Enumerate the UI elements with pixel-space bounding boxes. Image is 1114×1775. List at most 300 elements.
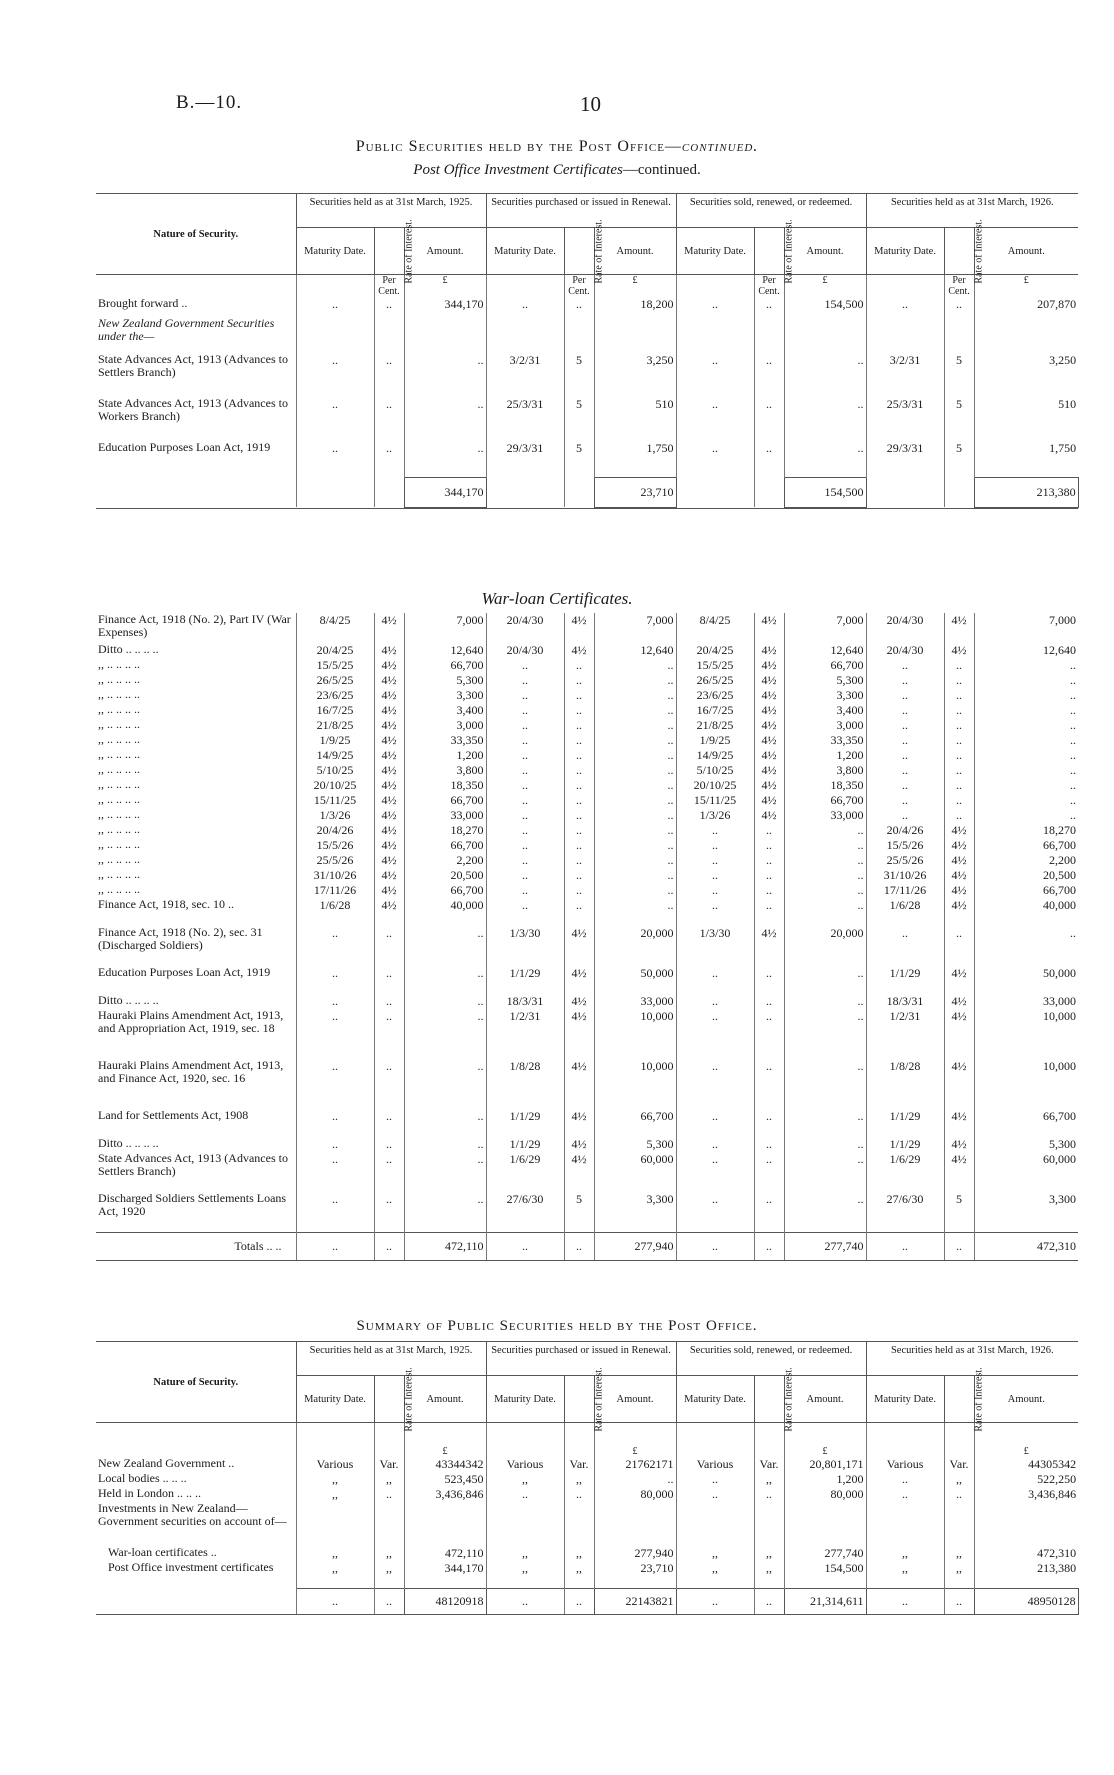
amount-value xyxy=(974,317,1078,353)
security-name: ,, .. .. .. .. xyxy=(98,672,140,686)
amount-value: .. xyxy=(974,688,1078,703)
maturity-date: 5/10/25 xyxy=(296,763,374,778)
interest-rate: .. xyxy=(754,838,784,853)
summary-total-placeholder: .. xyxy=(564,1589,594,1615)
amount-value xyxy=(974,1502,1078,1546)
interest-rate: .. xyxy=(944,793,974,808)
maturity-date: .. xyxy=(676,994,754,1009)
amount-value: 10,000 xyxy=(594,1009,676,1059)
amount-value: 66,700 xyxy=(974,838,1078,853)
interest-rate: .. xyxy=(374,966,404,994)
interest-rate: 4½ xyxy=(754,658,784,673)
amount-value: 522,250 xyxy=(974,1472,1078,1487)
maturity-date: .. xyxy=(676,868,754,883)
interest-rate: 4½ xyxy=(944,966,974,994)
pound-unit: £ xyxy=(974,275,1078,298)
interest-rate: 4½ xyxy=(564,1059,594,1109)
security-name: ,, .. .. .. .. xyxy=(98,687,140,701)
interest-rate: 4½ xyxy=(564,1152,594,1192)
maturity-date: 1/6/28 xyxy=(866,898,944,926)
maturity-date: 15/11/25 xyxy=(296,793,374,808)
title-main: Public Securities held by the Post Office— xyxy=(355,138,682,155)
interest-rate: ,, xyxy=(944,1546,974,1561)
maturity-date: 26/5/25 xyxy=(676,673,754,688)
amount-value: .. xyxy=(974,718,1078,733)
maturity-date: 1/1/29 xyxy=(486,966,564,994)
amount-value: 213,380 xyxy=(974,1561,1078,1589)
amount-value xyxy=(784,317,866,353)
summary-maturity-header: Maturity Date. xyxy=(486,1376,564,1423)
interest-rate: 5 xyxy=(944,397,974,441)
amount-value: .. xyxy=(594,1472,676,1487)
security-name: ,, .. .. .. .. xyxy=(98,822,140,836)
summary-rate-label: Rate of Interest. xyxy=(593,1366,605,1432)
amount-value: .. xyxy=(404,1059,486,1109)
interest-rate: Var. xyxy=(754,1457,784,1472)
table-row xyxy=(96,1009,1078,1059)
maturity-date: 20/4/26 xyxy=(866,823,944,838)
interest-rate: 4½ xyxy=(754,926,784,966)
summary-total-placeholder: .. xyxy=(754,1589,784,1615)
security-name: ,, .. .. .. .. xyxy=(98,852,140,866)
amount-value: 18,200 xyxy=(594,297,676,317)
amount-value: 66,700 xyxy=(404,838,486,853)
security-name: ,, .. .. .. .. xyxy=(98,732,140,746)
maturity-date: 26/5/25 xyxy=(296,673,374,688)
maturity-date: ,, xyxy=(486,1472,564,1487)
amount-value: .. xyxy=(974,658,1078,673)
per-cent-unit: Per Cent. xyxy=(564,275,594,298)
interest-rate xyxy=(374,317,404,353)
maturity-date: .. xyxy=(296,1152,374,1192)
pound-unit: £ xyxy=(404,275,486,298)
maturity-date: .. xyxy=(296,926,374,966)
amount-value: 5,300 xyxy=(784,673,866,688)
interest-rate: .. xyxy=(374,441,404,477)
amount-value: 80,000 xyxy=(594,1487,676,1502)
amount-value: 80,000 xyxy=(784,1487,866,1502)
maturity-date: 31/10/26 xyxy=(296,868,374,883)
maturity-date: 16/7/25 xyxy=(676,703,754,718)
maturity-date: .. xyxy=(866,793,944,808)
interest-rate: ,, xyxy=(374,1546,404,1561)
amount-value: .. xyxy=(404,1109,486,1137)
amount-value: 3,300 xyxy=(974,1192,1078,1232)
maturity-date xyxy=(486,317,564,353)
table-row xyxy=(96,994,1078,1009)
security-name: ,, .. .. .. .. xyxy=(98,657,140,671)
maturity-date: 15/5/26 xyxy=(296,838,374,853)
security-name: War-loan certificates .. xyxy=(108,1544,217,1559)
amount-value: 7,000 xyxy=(404,613,486,643)
maturity-date: .. xyxy=(486,763,564,778)
amount-value: 277,740 xyxy=(784,1546,866,1561)
table-row xyxy=(96,1192,1078,1232)
summary-group-header-2: Securities sold, renewed, or redeemed. xyxy=(676,1342,866,1376)
amount-value: 66,700 xyxy=(404,793,486,808)
amount-value: 3,000 xyxy=(404,718,486,733)
maturity-date: .. xyxy=(486,688,564,703)
poic-total-amount: 344,170 xyxy=(404,477,486,507)
amount-value: .. xyxy=(404,926,486,966)
interest-rate: 4½ xyxy=(374,673,404,688)
interest-rate: .. xyxy=(564,868,594,883)
interest-rate: Var. xyxy=(944,1457,974,1472)
maturity-date xyxy=(676,1502,754,1546)
maturity-date: 1/3/30 xyxy=(486,926,564,966)
total-placeholder: .. xyxy=(374,1232,404,1260)
interest-rate: .. xyxy=(754,994,784,1009)
amount-value: 44305342 xyxy=(974,1457,1078,1472)
table-row xyxy=(96,838,1078,853)
maturity-date: 8/4/25 xyxy=(296,613,374,643)
amount-value: .. xyxy=(594,793,676,808)
interest-rate: .. xyxy=(564,688,594,703)
interest-rate: ,, xyxy=(944,1561,974,1589)
amount-value: .. xyxy=(784,1137,866,1152)
maturity-date: .. xyxy=(676,1472,754,1487)
maturity-date: .. xyxy=(866,926,944,966)
table-row xyxy=(96,966,1078,994)
interest-rate xyxy=(754,1502,784,1546)
summary-rate-header xyxy=(754,1366,795,1432)
security-name: ,, .. .. .. .. xyxy=(98,702,140,716)
amount-value: 33,000 xyxy=(404,808,486,823)
interest-rate: 4½ xyxy=(564,1137,594,1152)
maturity-date: 27/6/30 xyxy=(866,1192,944,1232)
page-subtitle xyxy=(0,162,1114,179)
per-cent-unit: Per Cent. xyxy=(944,275,974,298)
maturity-date: 25/5/26 xyxy=(866,853,944,868)
total-placeholder: .. xyxy=(676,1232,754,1260)
summary-rate-header xyxy=(374,1366,415,1432)
maturity-date: 25/3/31 xyxy=(486,397,564,441)
maturity-date: Various xyxy=(866,1457,944,1472)
maturity-date: 3/2/31 xyxy=(866,353,944,397)
amount-value: 10,000 xyxy=(974,1009,1078,1059)
interest-rate: 4½ xyxy=(754,673,784,688)
maturity-date: .. xyxy=(486,718,564,733)
summary-maturity-header: Maturity Date. xyxy=(676,1376,754,1423)
interest-rate: 4½ xyxy=(944,898,974,926)
amount-value: .. xyxy=(784,838,866,853)
page-number: 10 xyxy=(580,92,601,116)
interest-rate: 4½ xyxy=(374,643,404,658)
maturity-date: .. xyxy=(486,778,564,793)
security-name: Education Purposes Loan Act, 1919 xyxy=(98,965,271,979)
amount-value: .. xyxy=(594,808,676,823)
security-name: Finance Act, 1918, sec. 10 .. xyxy=(98,897,234,911)
interest-rate: .. xyxy=(944,673,974,688)
maturity-date: 17/11/26 xyxy=(296,883,374,898)
security-name: New Zealand Government .. xyxy=(98,1455,235,1470)
interest-rate: 4½ xyxy=(374,883,404,898)
maturity-date: 14/9/25 xyxy=(676,748,754,763)
maturity-date: 1/8/28 xyxy=(486,1059,564,1109)
maturity-date: 20/4/30 xyxy=(866,643,944,658)
amount-value: 3,400 xyxy=(404,703,486,718)
interest-rate: ,, xyxy=(754,1472,784,1487)
maturity-date: Various xyxy=(676,1457,754,1472)
amount-value: .. xyxy=(404,966,486,994)
maturity-date: .. xyxy=(866,763,944,778)
amount-value xyxy=(594,317,676,353)
table-row xyxy=(96,1546,1078,1561)
amount-value: 7,000 xyxy=(594,613,676,643)
poic-group-header-1: Securities purchased or issued in Renewal. xyxy=(486,194,676,228)
table-row xyxy=(96,658,1078,673)
maturity-date: 25/5/26 xyxy=(296,853,374,868)
amount-value: 1,200 xyxy=(784,748,866,763)
maturity-date: 18/3/31 xyxy=(866,994,944,1009)
maturity-date: .. xyxy=(486,868,564,883)
war-totals-row xyxy=(96,1232,1078,1260)
amount-value: .. xyxy=(784,441,866,477)
interest-rate: ,, xyxy=(374,1472,404,1487)
maturity-date: .. xyxy=(486,793,564,808)
interest-rate: .. xyxy=(564,853,594,868)
security-name: Discharged Soldiers Settlements Loans Act, 1920 xyxy=(98,1191,287,1218)
amount-value xyxy=(404,1502,486,1546)
poic-nature-header: Nature of Security. xyxy=(96,194,296,275)
amount-value: 43344342 xyxy=(404,1457,486,1472)
amount-value: .. xyxy=(784,1059,866,1109)
interest-rate: .. xyxy=(374,1137,404,1152)
amount-value: 3,250 xyxy=(594,353,676,397)
security-name: Post Office investment certificates xyxy=(108,1559,274,1574)
pound-unit: £ xyxy=(784,1423,866,1457)
maturity-date: 1/8/28 xyxy=(866,1059,944,1109)
amount-value: 23,710 xyxy=(594,1561,676,1589)
amount-value: 510 xyxy=(594,397,676,441)
amount-value: 5,300 xyxy=(974,1137,1078,1152)
table-row xyxy=(96,297,1078,317)
interest-rate: 5 xyxy=(564,1192,594,1232)
interest-rate: .. xyxy=(754,898,784,926)
security-name: State Advances Act, 1913 (Advances to Settlers Branch) xyxy=(98,1151,288,1178)
interest-rate xyxy=(944,317,974,353)
amount-value: .. xyxy=(784,883,866,898)
interest-rate: .. xyxy=(754,883,784,898)
maturity-date: .. xyxy=(676,883,754,898)
security-name: Ditto .. .. .. .. xyxy=(98,642,159,656)
maturity-date: 1/1/29 xyxy=(866,1137,944,1152)
amount-value: 3,300 xyxy=(594,1192,676,1232)
interest-rate: 4½ xyxy=(564,643,594,658)
interest-rate: ,, xyxy=(564,1561,594,1589)
war-loan-title: War-loan Certificates. xyxy=(481,589,633,608)
table-row xyxy=(96,793,1078,808)
interest-rate: .. xyxy=(754,1152,784,1192)
maturity-date: .. xyxy=(676,1059,754,1109)
interest-rate: 4½ xyxy=(754,613,784,643)
summary-rate-label: Rate of Interest. xyxy=(783,1366,795,1432)
interest-rate: ,, xyxy=(374,1561,404,1589)
maturity-date: 1/1/29 xyxy=(486,1109,564,1137)
maturity-date: 27/6/30 xyxy=(486,1192,564,1232)
maturity-date: .. xyxy=(866,778,944,793)
amount-value: .. xyxy=(594,823,676,838)
summary-nature-header: Nature of Security. xyxy=(96,1342,296,1423)
amount-value: 21762171 xyxy=(594,1457,676,1472)
amount-value: 20,500 xyxy=(404,868,486,883)
maturity-date: 1/3/26 xyxy=(296,808,374,823)
interest-rate xyxy=(564,317,594,353)
interest-rate: .. xyxy=(564,898,594,926)
amount-value: 40,000 xyxy=(974,898,1078,926)
table-row xyxy=(96,883,1078,898)
maturity-date: .. xyxy=(866,1472,944,1487)
interest-rate: 4½ xyxy=(754,643,784,658)
amount-value: .. xyxy=(404,1192,486,1232)
interest-rate: 5 xyxy=(564,441,594,477)
maturity-date: 3/2/31 xyxy=(486,353,564,397)
amount-value: .. xyxy=(404,994,486,1009)
totals-label: Totals .. .. xyxy=(96,1232,296,1260)
security-name: ,, .. .. .. .. xyxy=(98,762,140,776)
total-placeholder: .. xyxy=(944,1232,974,1260)
pound-unit: £ xyxy=(784,275,866,298)
maturity-date: .. xyxy=(296,397,374,441)
amount-value: 18,270 xyxy=(404,823,486,838)
interest-rate: 4½ xyxy=(944,1009,974,1059)
maturity-date: 20/10/25 xyxy=(296,778,374,793)
interest-rate: .. xyxy=(564,838,594,853)
poic-totals-row xyxy=(96,477,1078,507)
interest-rate: .. xyxy=(754,1487,784,1502)
poic-rate-header xyxy=(564,218,605,284)
maturity-date: 20/4/30 xyxy=(486,643,564,658)
table-row xyxy=(96,733,1078,748)
interest-rate: Var. xyxy=(374,1457,404,1472)
maturity-date: 1/1/29 xyxy=(866,1109,944,1137)
security-name: Education Purposes Loan Act, 1919 xyxy=(98,440,271,454)
interest-rate: 4½ xyxy=(944,643,974,658)
maturity-date: 1/1/29 xyxy=(866,966,944,994)
per-cent-unit: Per Cent. xyxy=(374,275,404,298)
subtitle-continued: —continued. xyxy=(622,162,701,178)
amount-value: 12,640 xyxy=(784,643,866,658)
maturity-date: 23/6/25 xyxy=(296,688,374,703)
security-name: ,, .. .. .. .. xyxy=(98,807,140,821)
table-row xyxy=(96,926,1078,966)
maturity-date: .. xyxy=(486,733,564,748)
interest-rate: .. xyxy=(564,297,594,317)
amount-value: 472,310 xyxy=(974,1546,1078,1561)
maturity-date: .. xyxy=(676,441,754,477)
amount-value: .. xyxy=(404,1009,486,1059)
poic-group-header-2: Securities sold, renewed, or redeemed. xyxy=(676,194,866,228)
maturity-date: 1/2/31 xyxy=(866,1009,944,1059)
interest-rate: .. xyxy=(374,1059,404,1109)
maturity-date: 15/5/25 xyxy=(676,658,754,673)
summary-group-header-1: Securities purchased or issued in Renewal. xyxy=(486,1342,676,1376)
amount-value: .. xyxy=(784,1009,866,1059)
interest-rate: .. xyxy=(754,1137,784,1152)
maturity-date: 31/10/26 xyxy=(866,868,944,883)
interest-rate: 4½ xyxy=(754,703,784,718)
table-row xyxy=(96,703,1078,718)
amount-value: .. xyxy=(594,898,676,926)
per-cent-unit: Per Cent. xyxy=(754,275,784,298)
interest-rate: Var. xyxy=(564,1457,594,1472)
amount-value: .. xyxy=(594,778,676,793)
maturity-date: .. xyxy=(866,808,944,823)
maturity-date: 16/7/25 xyxy=(296,703,374,718)
amount-value: 3,436,846 xyxy=(974,1487,1078,1502)
amount-value: 60,000 xyxy=(594,1152,676,1192)
maturity-date: .. xyxy=(866,703,944,718)
pound-unit: £ xyxy=(974,1423,1078,1457)
amount-value: .. xyxy=(784,1152,866,1192)
summary-total-placeholder: .. xyxy=(296,1589,374,1615)
amount-value: .. xyxy=(974,926,1078,966)
war-loan-table xyxy=(96,613,1078,1261)
security-name: Ditto .. .. .. .. xyxy=(98,1136,159,1150)
interest-rate: 4½ xyxy=(374,868,404,883)
maturity-date: ,, xyxy=(866,1561,944,1589)
maturity-date: 1/3/26 xyxy=(676,808,754,823)
amount-value: .. xyxy=(974,763,1078,778)
amount-value: 1,750 xyxy=(974,441,1078,477)
interest-rate: .. xyxy=(944,718,974,733)
interest-rate: .. xyxy=(944,297,974,317)
interest-rate: .. xyxy=(564,808,594,823)
maturity-date: 15/5/26 xyxy=(866,838,944,853)
amount-value: .. xyxy=(594,673,676,688)
maturity-date: 21/8/25 xyxy=(676,718,754,733)
maturity-date: .. xyxy=(676,898,754,926)
interest-rate: .. xyxy=(944,703,974,718)
amount-value: 66,700 xyxy=(404,658,486,673)
maturity-date: 25/3/31 xyxy=(866,397,944,441)
amount-value: .. xyxy=(784,397,866,441)
interest-rate: .. xyxy=(564,778,594,793)
amount-value: .. xyxy=(594,658,676,673)
poic-amount-header: Amount. xyxy=(594,228,676,275)
amount-value: 18,270 xyxy=(974,823,1078,838)
maturity-date: .. xyxy=(866,673,944,688)
title-continued: continued. xyxy=(681,138,759,155)
security-name: Held in London .. .. .. xyxy=(98,1485,201,1500)
interest-rate xyxy=(374,1502,404,1546)
amount-value: .. xyxy=(404,353,486,397)
interest-rate: ,, xyxy=(754,1546,784,1561)
maturity-date xyxy=(296,317,374,353)
maturity-date: .. xyxy=(866,658,944,673)
interest-rate: .. xyxy=(564,763,594,778)
table-row xyxy=(96,853,1078,868)
maturity-date: .. xyxy=(486,658,564,673)
interest-rate: .. xyxy=(564,793,594,808)
maturity-date: 1/1/29 xyxy=(486,1137,564,1152)
interest-rate: 4½ xyxy=(374,733,404,748)
interest-rate: .. xyxy=(944,926,974,966)
table-row xyxy=(96,823,1078,838)
amount-value: 5,300 xyxy=(404,673,486,688)
amount-value: 2,200 xyxy=(974,853,1078,868)
interest-rate: .. xyxy=(944,688,974,703)
summary-maturity-header: Maturity Date. xyxy=(866,1376,944,1423)
interest-rate: 4½ xyxy=(374,838,404,853)
table-row xyxy=(96,1059,1078,1109)
maturity-date: 20/10/25 xyxy=(676,778,754,793)
maturity-date: .. xyxy=(866,748,944,763)
total-placeholder: .. xyxy=(866,1232,944,1260)
maturity-date: .. xyxy=(486,673,564,688)
amount-value: .. xyxy=(784,966,866,994)
maturity-date: 20/4/26 xyxy=(296,823,374,838)
